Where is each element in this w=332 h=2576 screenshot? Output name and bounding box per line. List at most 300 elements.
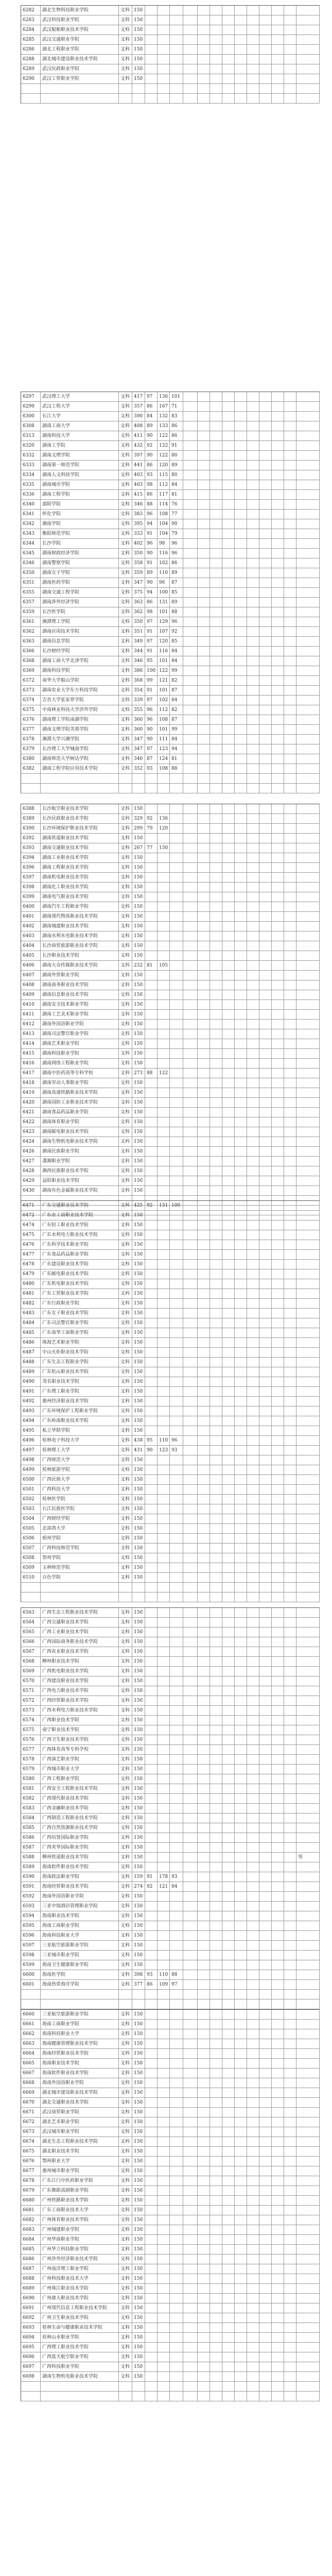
table-cell [170,1010,183,1019]
table-cell [198,558,210,568]
table-cell [183,1725,198,1735]
table-cell [145,2264,158,2274]
table-cell: 湖南生物机电职业技术学院 [41,1137,119,1146]
table-cell [198,598,210,607]
table-cell [158,1426,170,1435]
table-cell [170,863,183,872]
table-cell [247,1911,259,1921]
table-cell [222,1367,235,1377]
table-cell [235,1862,247,1872]
table-cell [284,1774,296,1784]
table-cell: 文科 [119,1098,132,1107]
table-cell [170,1931,183,1940]
table-cell: 6417 [21,1069,41,1078]
table-cell [272,2127,284,2137]
table-cell: 150 [132,2333,145,2342]
table-cell [259,912,272,921]
table-cell [158,2039,170,2048]
table-cell [272,676,284,685]
table-cell: 150 [132,1553,145,1563]
table-cell [210,2343,222,2352]
table-cell [210,980,222,990]
table-cell [235,941,247,951]
table-cell: 湖南商务职业技术学院 [41,980,119,990]
table-cell: 广东南华工商职业学院 [41,1328,119,1337]
table-cell: 150 [132,1387,145,1396]
table-cell [158,1583,170,1592]
table-cell [183,1504,198,1514]
table-cell: 文科 [119,1289,132,1298]
table-cell [198,1833,210,1842]
table-cell: 6590 [21,1872,41,1882]
table-cell [272,539,284,548]
table-cell [284,2186,296,2195]
table-cell: 文科 [119,1676,132,1686]
table-cell [296,2352,320,2362]
table-cell [272,2303,284,2313]
table-cell: 150 [132,1377,145,1386]
table-cell: 6680 [21,2196,41,2205]
table-cell [259,961,272,970]
table-cell: 97 [145,617,158,626]
table-cell: 文科 [119,1696,132,1705]
table-cell [222,686,235,695]
table-cell: 广西城市职业大学 [41,1765,119,1774]
table-cell [210,2352,222,2362]
table-cell [210,2313,222,2323]
table-cell: 150 [132,2157,145,2166]
table-cell [272,2186,284,2195]
table-row [21,568,320,578]
table-cell [296,1686,320,1696]
table-cell [183,1166,198,1176]
table-cell [272,2088,284,2097]
table-cell [296,1176,320,1185]
table-cell [247,2294,259,2303]
table-cell [296,804,320,814]
table-cell [183,1706,198,1715]
table-cell [158,1377,170,1386]
table-cell: 湘南学院 [41,519,119,529]
table-cell [170,2362,183,2371]
table-cell [198,1706,210,1715]
table-cell: 6697 [21,2362,41,2371]
table-cell: 397 [132,451,145,460]
table-cell: 150 [132,1951,145,1960]
table-cell: 150 [132,2098,145,2107]
table-cell [259,2382,272,2391]
table-cell: 102 [158,558,170,568]
table-cell [235,1088,247,1097]
table-cell [198,2352,210,2362]
table-cell [198,1573,210,1582]
table-cell: 文科 [119,568,132,578]
table-cell: 三亚航空旅游职业学院 [41,2010,119,2019]
table-cell [183,744,198,754]
table-cell: 湖南工商大学北津学院 [41,656,119,666]
table-cell: 海南经贸职业技术学院 [41,2049,119,2058]
table-cell [145,2157,158,2166]
table-cell: 96 [170,549,183,558]
table-cell [183,598,198,607]
table-cell [198,15,210,25]
table-cell [198,1201,210,1210]
table-cell [259,1088,272,1097]
table-row-empty [21,1999,320,2009]
table-cell [210,2206,222,2215]
table-cell [222,74,235,83]
table-cell [41,94,119,103]
table-cell: 文科 [119,1637,132,1647]
table-cell [235,1745,247,1754]
table-cell [198,1338,210,1347]
table-cell: 377 [132,1980,145,1989]
table-cell [198,64,210,74]
table-cell [259,1260,272,1269]
table-row [21,519,320,529]
table-cell [296,1657,320,1666]
table-cell: 6372 [21,676,41,685]
table-cell: 文科 [119,1514,132,1523]
table-cell [198,6,210,15]
table-cell [296,1676,320,1686]
table-cell [272,814,284,823]
table-cell [210,1059,222,1068]
table-cell [235,1211,247,1220]
table-cell: 150 [132,2166,145,2176]
table-cell: 150 [132,55,145,64]
table-cell [296,1951,320,1960]
table-cell [145,1166,158,1176]
table-cell: 长沙财经学院 [41,647,119,656]
table-cell: 150 [132,1137,145,1146]
table-cell [272,480,284,489]
table-cell [222,2010,235,2019]
table-row [21,2098,320,2108]
table-cell: 文科 [119,2264,132,2274]
table-cell: 长沙医学院 [41,607,119,617]
table-cell [284,1872,296,1882]
table-cell [158,1465,170,1475]
table-cell [198,1367,210,1377]
table-cell [296,1221,320,1230]
table-cell [170,1745,183,1754]
table-cell [170,2225,183,2234]
table-cell [222,402,235,411]
table-cell [158,2255,170,2264]
table-cell [296,883,320,892]
table-cell [170,1514,183,1523]
table-cell [183,490,198,499]
table-cell [284,1078,296,1088]
table-cell [158,1186,170,1195]
table-cell [284,1436,296,1445]
table-cell: 347 [132,744,145,754]
table-cell [222,1990,235,1999]
table-cell: 广州卫生职业技术学院 [41,2313,119,2323]
table-cell [210,2186,222,2195]
table-cell: 90 [145,549,158,558]
table-cell: 海南外国语职业学院 [41,1892,119,1901]
table-cell [247,1999,259,2009]
table-cell: 湖南应用技术学院 [41,627,119,636]
table-cell: 武汉船舶职业技术学院 [41,25,119,35]
table-cell: 150 [132,1475,145,1484]
table-cell [170,1628,183,1637]
table-cell [247,1745,259,1754]
table-cell [284,1960,296,1970]
table-cell: 91 [145,647,158,656]
table-cell [158,2137,170,2146]
table-cell [198,2186,210,2195]
table-cell [158,2108,170,2117]
table-cell [222,2049,235,2058]
table-cell [183,1000,198,1009]
table-cell [247,1328,259,1337]
table-cell: 150 [132,1833,145,1842]
table-cell [210,2392,222,2401]
table-cell [272,1573,284,1582]
table-cell [198,1804,210,1813]
table-cell [296,1186,320,1195]
table-cell [210,392,222,401]
table-cell [235,1338,247,1347]
table-cell: 长沙职业技术学院 [41,951,119,960]
table-cell [198,1186,210,1195]
table-cell: 112 [158,705,170,715]
table-cell [145,912,158,921]
table-cell [183,2274,198,2283]
table-cell [284,568,296,578]
table-cell [198,1020,210,1029]
table-cell [272,912,284,921]
table-cell [158,1843,170,1852]
table-cell [210,510,222,519]
table-cell [284,1657,296,1666]
table-cell: 6320 [21,441,41,450]
table-cell [210,1765,222,1774]
table-cell [284,617,296,626]
table-cell: 6576 [21,1735,41,1744]
table-cell [296,1299,320,1308]
table-cell: 广东生态工程职业学院 [41,1358,119,1367]
table-cell: 333 [132,529,145,538]
table-cell [145,25,158,35]
table-cell [170,1862,183,1872]
table-row [21,1563,320,1573]
table-cell: 6398 [21,883,41,892]
table-cell [145,2225,158,2234]
table-cell [183,1862,198,1872]
table-cell [222,715,235,724]
table-cell: 93 [145,470,158,480]
table-cell [235,971,247,980]
table-cell [235,2147,247,2156]
table-cell [284,1108,296,1117]
table-cell: 120 [158,461,170,470]
table-cell [259,1667,272,1676]
table-cell: 长沙航空职业技术学院 [41,804,119,814]
table-cell [259,1338,272,1347]
table-cell [158,2029,170,2039]
table-cell [145,1108,158,1117]
table-cell [145,1862,158,1872]
table-cell [296,1426,320,1435]
table-cell [296,1534,320,1543]
table-cell [145,1755,158,1764]
table-cell [183,1563,198,1572]
table-cell [296,2088,320,2097]
table-cell [170,1029,183,1039]
table-cell: 150 [132,1348,145,1357]
table-cell [235,1328,247,1337]
table-cell [272,715,284,724]
table-cell [222,1686,235,1696]
table-cell [183,1882,198,1891]
table-cell [235,1553,247,1563]
table-row [21,754,320,764]
table-cell [198,764,210,773]
table-cell [272,2010,284,2019]
table-cell [235,764,247,773]
table-cell [259,2127,272,2137]
table-cell [284,1230,296,1240]
table-row [21,1049,320,1059]
table-cell [145,1465,158,1475]
table-cell: 85 [170,588,183,597]
table-cell [296,45,320,54]
table-cell: 150 [132,2245,145,2254]
table-cell [296,1318,320,1328]
table-cell [259,2069,272,2078]
table-cell [259,2078,272,2088]
table-row-empty [21,84,320,94]
table-cell [198,2245,210,2254]
table-row [21,2137,320,2147]
table-cell [183,2264,198,2274]
table-cell [222,863,235,872]
table-cell [247,1088,259,1097]
table-cell [222,1117,235,1127]
table-cell [21,2382,41,2391]
table-cell: 6563 [21,1608,41,1617]
table-row [21,2215,320,2225]
table-cell [210,15,222,25]
table-cell [170,2059,183,2068]
table-cell [210,1583,222,1592]
table-cell [210,1495,222,1504]
table-cell: 文科 [119,705,132,715]
table-cell [170,931,183,941]
table-cell [183,863,198,872]
table-cell [296,1201,320,1210]
table-cell [183,6,198,15]
table-cell [296,2117,320,2127]
table-cell [284,2274,296,2283]
table-cell [247,1358,259,1367]
table-cell [158,784,170,793]
table-cell [259,1774,272,1784]
table-cell [259,990,272,999]
table-cell: 6580 [21,1774,41,1784]
table-cell [183,2235,198,2244]
table-cell [145,1583,158,1592]
table-cell [259,529,272,538]
table-cell [247,696,259,705]
table-cell [183,1221,198,1230]
table-cell [296,1628,320,1637]
table-cell: 90 [145,451,158,460]
table-cell [296,1377,320,1386]
table-cell [272,1892,284,1901]
table-row [21,1269,320,1279]
table-cell [198,2274,210,2283]
table-cell [284,451,296,460]
table-row [21,2117,320,2127]
table-cell [198,1358,210,1367]
table-cell [145,1059,158,1068]
table-row [21,1397,320,1406]
table-cell: 南宁职业技术学院 [41,1725,119,1735]
table-cell [222,705,235,715]
table-cell [145,990,158,999]
table-cell [210,2166,222,2176]
table-cell [222,1941,235,1950]
table-row [21,1951,320,1960]
table-cell: 150 [132,1465,145,1475]
table-cell [158,1137,170,1146]
table-cell: 375 [132,588,145,597]
table-cell [183,1696,198,1705]
table-cell [170,873,183,882]
table-cell [235,1676,247,1686]
table-cell [296,990,320,999]
table-cell [296,1387,320,1396]
table-cell [272,1853,284,1862]
table-cell [259,1250,272,1259]
table-cell [183,2343,198,2352]
table-cell [284,480,296,489]
table-cell [296,1020,320,1029]
table-cell [183,735,198,744]
table-cell: 100 [158,588,170,597]
table-cell [170,2352,183,2362]
table-row [21,980,320,990]
table-cell [235,598,247,607]
table-cell: 湖南食品药品职业学院 [41,1108,119,1117]
table-cell [296,1504,320,1514]
table-cell [235,421,247,431]
table-cell [247,549,259,558]
table-cell [183,2333,198,2342]
table-cell: 150 [132,853,145,862]
table-cell [145,2284,158,2293]
table-cell: 84 [170,656,183,666]
table-cell: 北部湾大学 [41,1524,119,1533]
table-cell [183,941,198,951]
table-cell [235,2284,247,2293]
table-cell [247,2352,259,2362]
table-cell [158,1862,170,1872]
table-cell: 武汉科技职业学院 [41,15,119,25]
table-cell [259,1000,272,1009]
table-cell: 99 [170,666,183,675]
table-cell [296,1716,320,1725]
table-row [21,2333,320,2343]
table-cell [259,784,272,793]
table-cell [247,1475,259,1484]
table-cell [235,2166,247,2176]
